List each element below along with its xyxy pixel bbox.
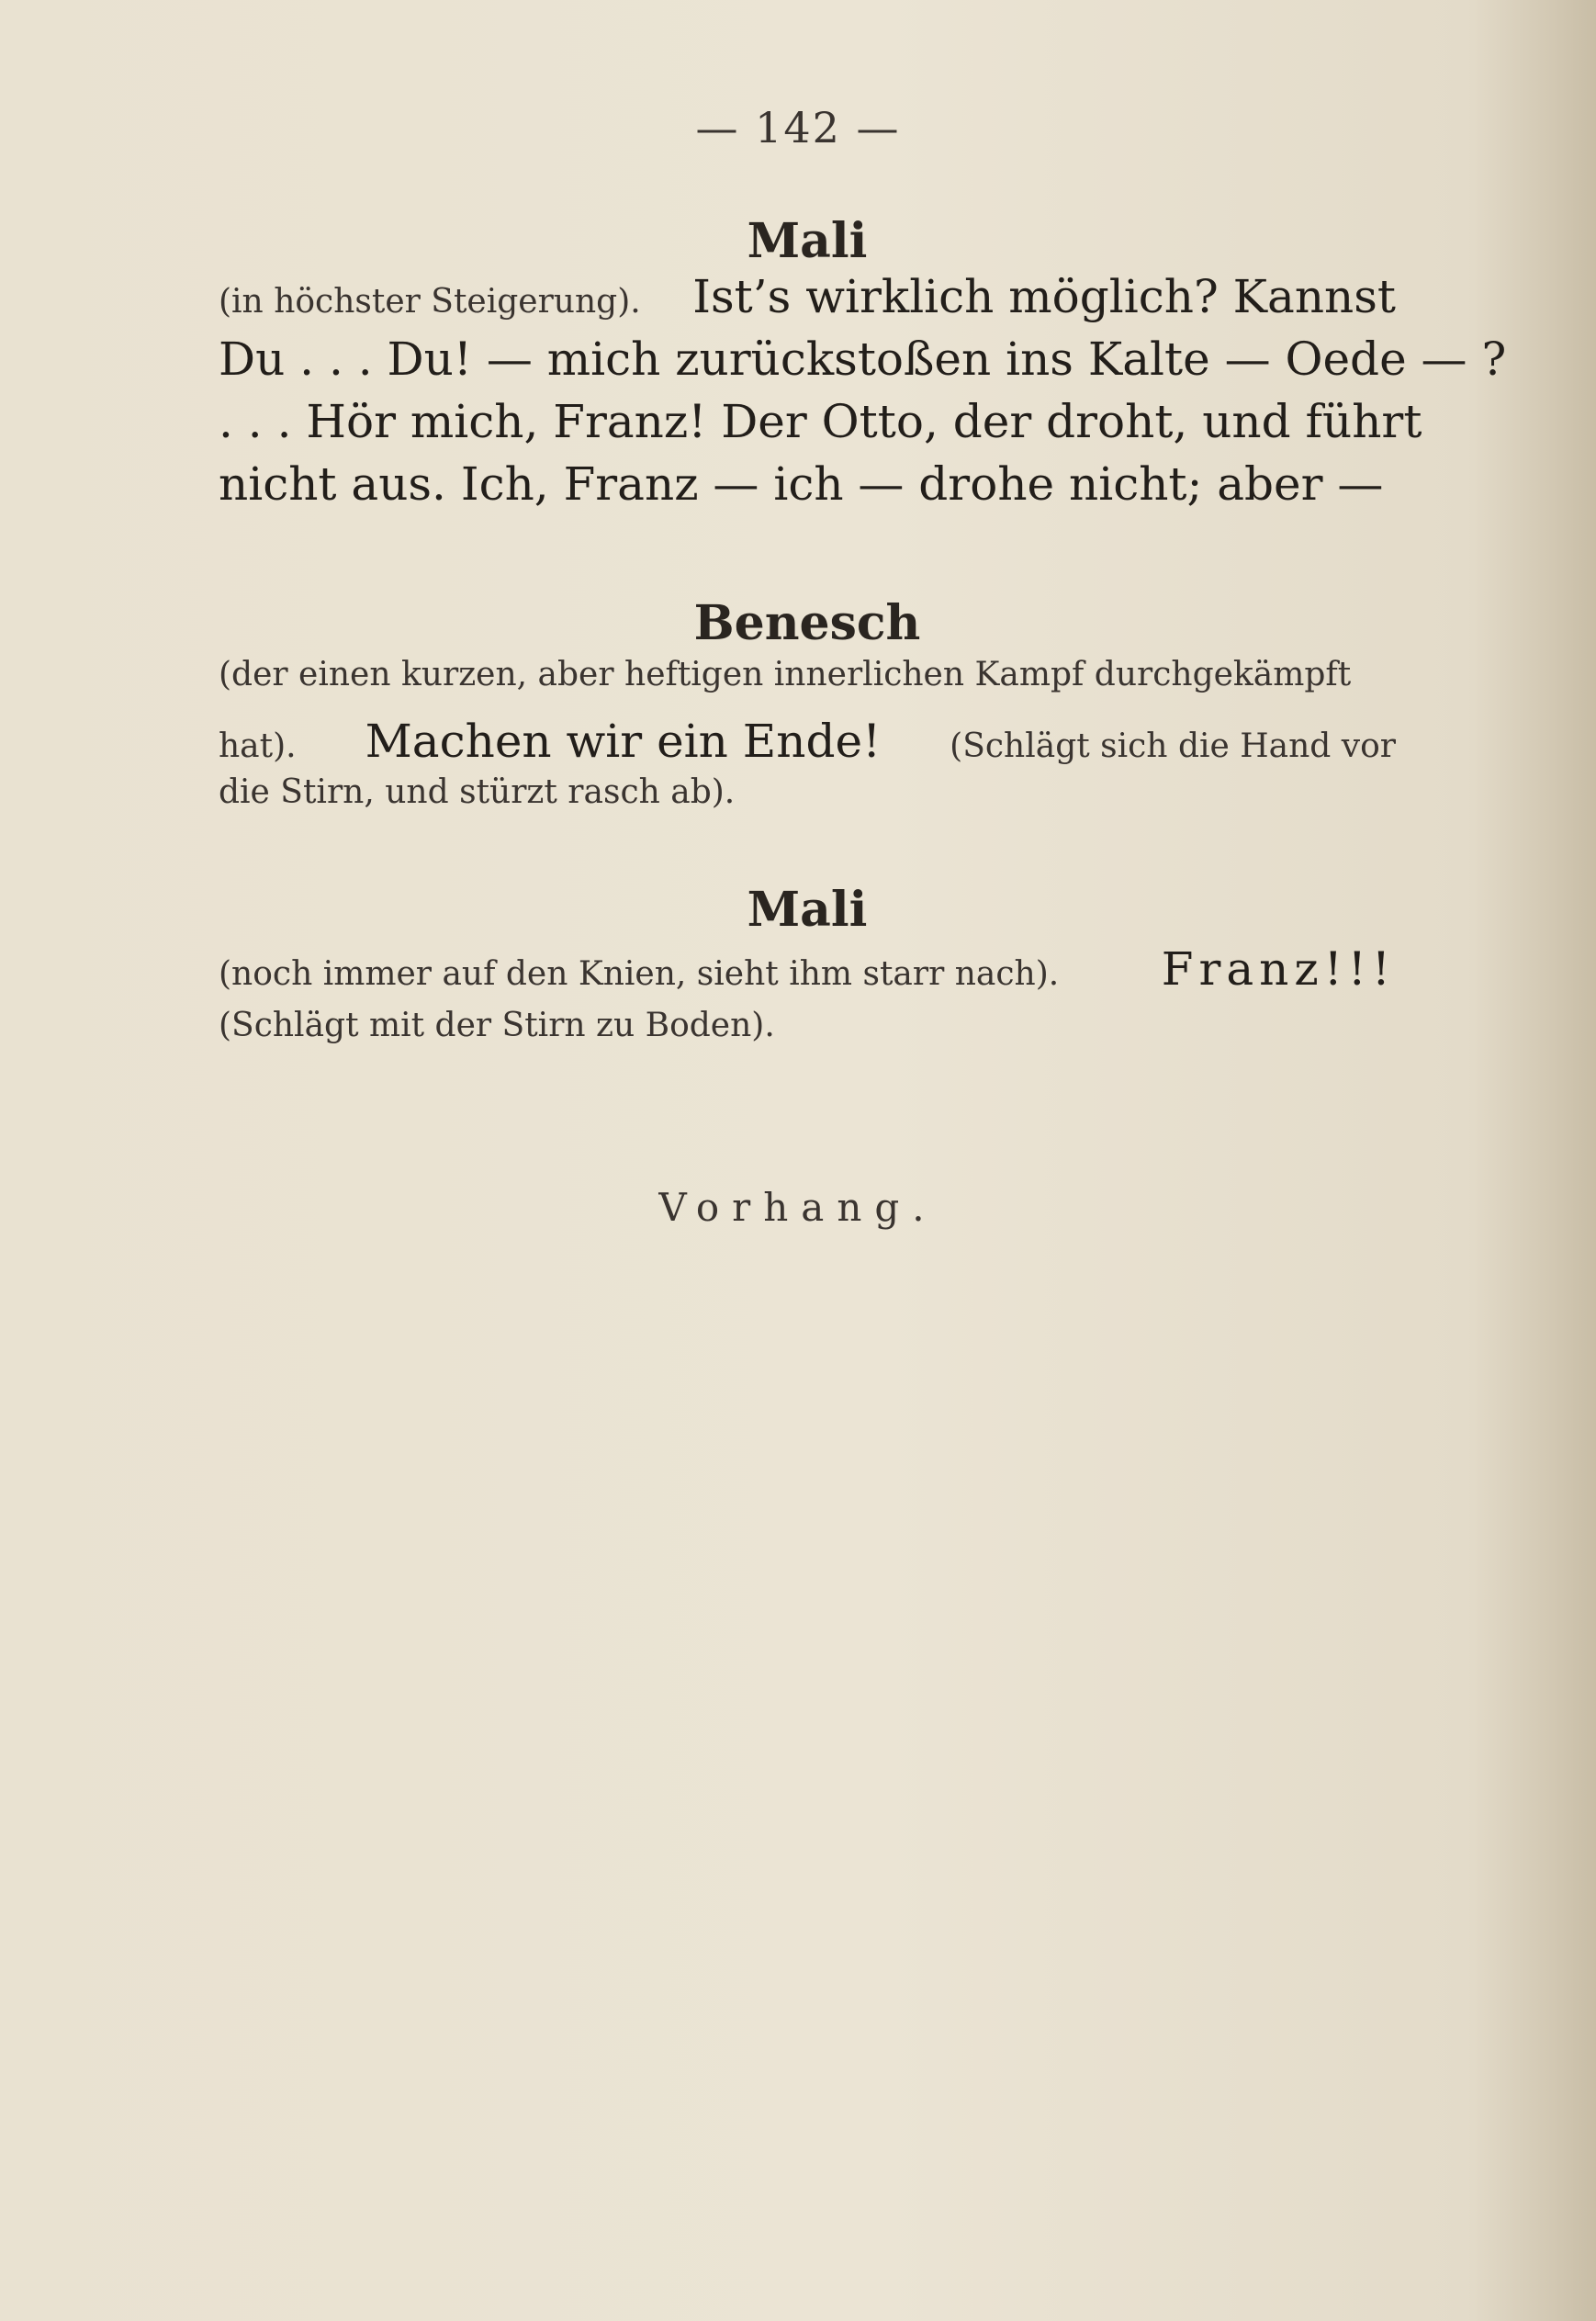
text-line xyxy=(219,1007,1396,1065)
text-line xyxy=(219,715,1396,773)
stage-direction: (noch immer auf den Knien, sieht ihm starr nach). xyxy=(219,955,1060,993)
spoken-text: Du . . . Du! — mich zurückstoßen ins Kalte — Oede — ? xyxy=(219,332,1507,386)
stage-direction: (Schlägt sich die Hand vor xyxy=(950,727,1396,765)
dialogue-block-mali-1 xyxy=(219,213,1507,520)
text-line xyxy=(219,656,1396,715)
stage-direction: (Schlägt mit der Stirn zu Boden). xyxy=(219,1007,775,1044)
dialogue-block-mali-2 xyxy=(219,882,1396,1065)
spoken-text: Franz!!! xyxy=(1161,942,1396,996)
page-number: — 142 — xyxy=(695,103,901,152)
stage-direction: hat). xyxy=(219,727,297,765)
spoken-text: Ist’s wirklich möglich? Kannst xyxy=(692,270,1396,323)
speaker-name: Mali xyxy=(747,213,868,269)
spoken-text: . . . Hör mich, Franz! Der Otto, der droht, und führt xyxy=(219,395,1422,448)
dialogue-block-benesch xyxy=(219,595,1396,832)
speaker-name: Mali xyxy=(747,882,868,938)
text-line xyxy=(219,332,1507,395)
text-line xyxy=(219,457,1396,520)
text-line xyxy=(219,270,1396,332)
spoken-text: Machen wir ein Ende! xyxy=(365,715,882,768)
text-line xyxy=(219,773,1396,832)
stage-direction: die Stirn, und stürzt rasch ab). xyxy=(219,773,736,811)
text-line xyxy=(219,942,1396,1007)
stage-direction: (in höchster Steigerung). xyxy=(219,283,641,321)
text-line xyxy=(219,395,1422,457)
curtain-marker: Vorhang. xyxy=(658,1185,938,1230)
speaker-name: Benesch xyxy=(693,595,921,651)
spoken-text: nicht aus. Ich, Franz — ich — drohe nicht; aber — xyxy=(219,457,1384,511)
stage-direction: (der einen kurzen, aber heftigen innerlichen Kampf durchgekämpft xyxy=(219,656,1352,693)
